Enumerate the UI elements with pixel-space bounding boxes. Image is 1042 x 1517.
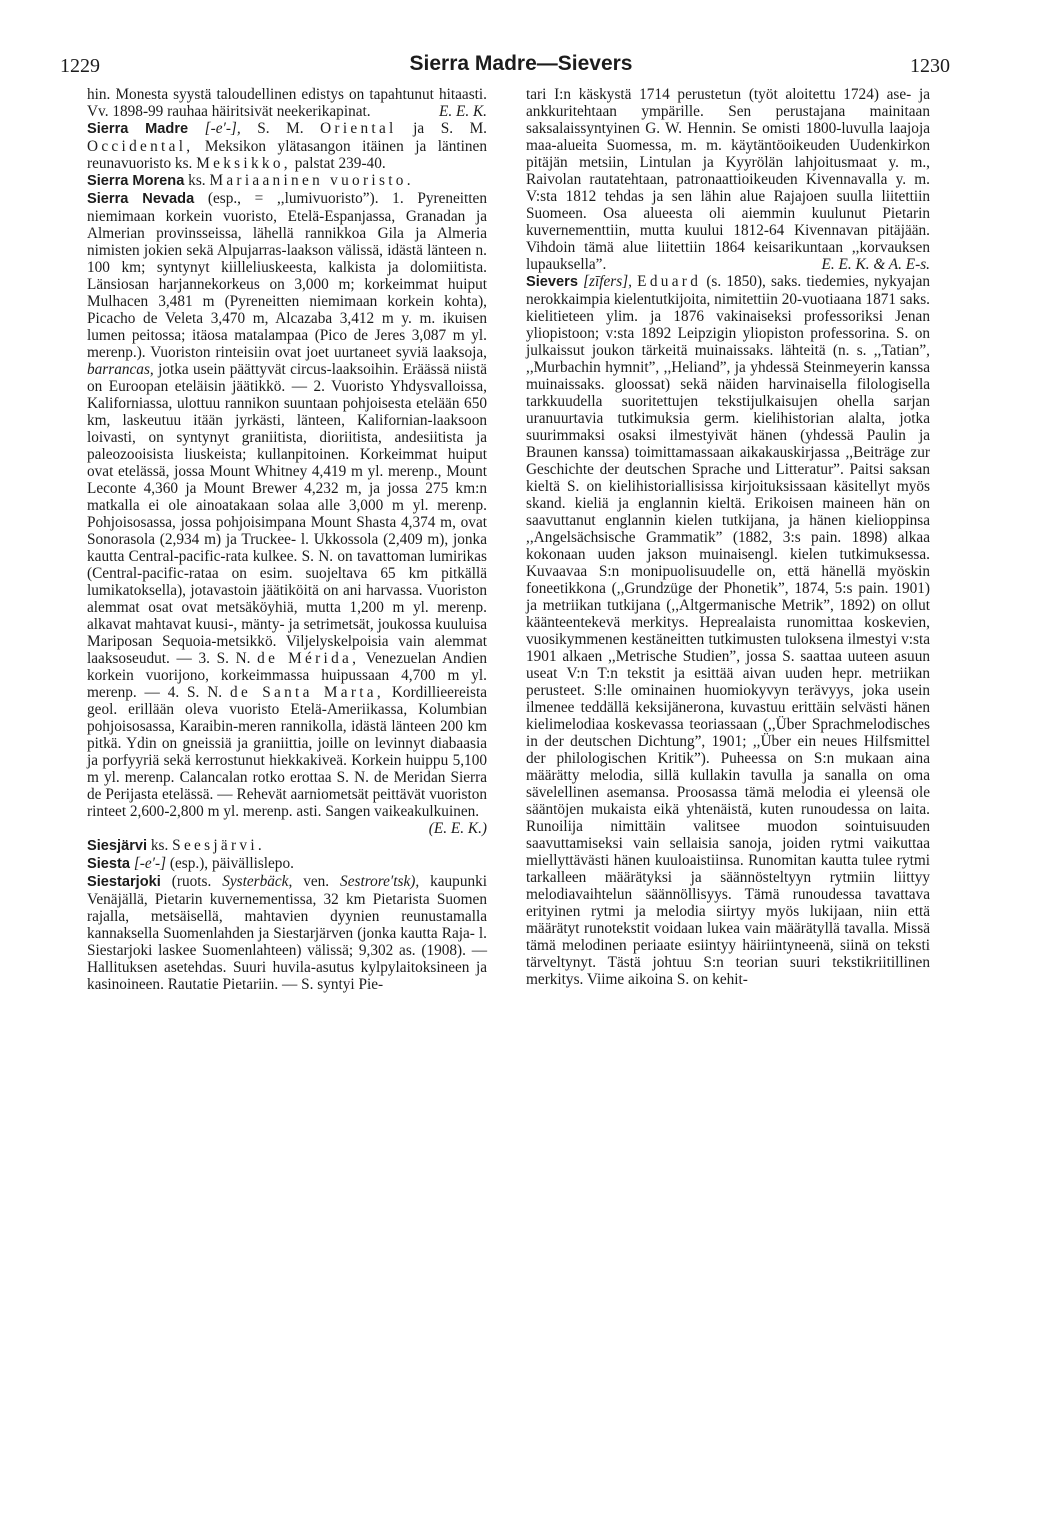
author-signature: (E. E. K.): [428, 820, 487, 837]
entry-sierra-madre: Sierra Madre [-e′-], S. M. Oriental ja S. M. Occidental, Meksikon ylätasangon itäinen ja läntinen reunavuoristo ks. Meksikko, palstat 239-40.: [87, 120, 487, 172]
entry-sierra-nevada: Sierra Nevada (esp., = ,,lumivuoristo”). 1. Pyreneitten niemimaan korkein vuoristo, Etelä-Espanjassa, Granadan ja Almerian provinsseissa, lähellä rannikkoa Gila ja Almeria nimisten jokien sekä Alpujarras-laakson välissä, idästä länteen n. 100 km; syntynyt kiilleliuskeesta, kalkista ja dolomiitista. Länsiosan harjannekorkeus on 3,000 m; korkeimmat huiput Mulhacen 3,481 m (Pyreneitten niemimaan korkein kohta), Picacho de Veleta 3,470 m, Alcazaba 3,412 m y. m. ikuisen lumen peitossa; itäosa matalampaa (Pico de Jeres 3,087 m yl. merenp.). Vuoriston rinteisiin ovat joet uurtaneet syviä laaksoja, barrancas, jotka usein päättyvät circus-laaksoihin. Eräässä niistä on Euroopan eteläisin jäätikkö. — 2. Vuoristo Yhdysvalloissa, Kaliforniassa, ulottuu rannikon suuntaan pohjoisesta etelään 650 km, laskeutuu itään jyrkästi, länteen, Kalifornian-laaksoon loivasti, on syntynyt graniitista, dioriitista, andesiitista ja paleozooisista liuskeista; kullanpitoinen. Korkeimmat huiput ovat etelässä, jossa Mount Whitney 4,419 m yl. merenp., Mount Leconte 4,360 ja Mount Brewer 4,232 m, ja jossa 275 km:n matkalla ei ole ainoatakaan solaa alle 3,000 m yl. merenp. Pohjoisosassa, jossa pohjoisimpana Mount Shasta 4,374 m, ovat Sonorasola (2,934 m) ja Truckee- l. Ukkossola (2,409 m), jonka kautta Central-pacific-rata kulkee. S. N. on tavattoman lumirikas (Central-pacific-rataa on esim. suojeltava 65 km pitkällä lumikatoksella), jotavastoin jäätiköitä on ani harvassa. Vuoriston alemmat osat ovat metsäköyhiä, mutta 1,200 m yl. merenp. alkavat mahtavat kuusi-, mänty- ja setrimetsät, joukossa kuuluisa Mariposan Sequoia-metsikkö. Viljelyskelpoisia vain alemmat laaksoseudut. — 3. S. N. de Mérida, Venezuelan Andien korkein vuorijono, korkeimmassa huipussaan 4,700 m yl. merenp. — 4. S. N. de Santa Marta, Kordillieereista geol. erillään oleva vuoristo Etelä-Ameriikassa, Kolumbian pohjoisosassa, Karaibin-meren rannikolla, idästä länteen 200 km pitkä. Ydin on gneissiä ja graniittia, joille on levinnyt diabaasia ja porfyyriä sekä kerrostunut hiekkakiveä. Korkein huippu 5,100 m yl. merenp. Calancalan rotko erottaa S. N. de Meridan Sierra de Perijasta etelässä. — Rehevät aarniometsät peittävät vuoriston rinteet 2,600-2,800 m yl. merenp. asti. Sangen vaikeakulkuinen. (E. E. K.): [87, 190, 488, 837]
author-signature: E. E. K. & A. E-s.: [821, 256, 930, 273]
page-header: [0, 0, 1042, 80]
right-column: [526, 86, 930, 988]
entry-continuation: tari I:n käskystä 1714 perustetun (työt aloitettu 1724) ase- ja ankkuritehtaan ympärille. Sen perustajana mainitaan saksalaissyntyinen G. W. Hennin. Se omisti 1800-luvulla laajoja maa-alueita Suomessa, m. m. käytäntöoikeuden Uudenkirkon pitäjän metsiin, Lintulan ja Kyyrölän lahjoitusmaat y. m., Raivolan rautatehtaan, patronaattioikeuden Kivennavalla y. m. V:sta 1812 tehdas ja sen lähin alue Rajajoen suulla liitettiin Suomeen. Osa alueesta oli aiemmin kuulunut Pietarin kuvernementtiin, mutta kuului 1812-64 Kivennavan pitäjään. Vihdoin tämä alue liitettiin 1864 keisarikuntaan ,,korvauksen lupauksella”. E. E. K. & A. E-s.: [526, 86, 930, 273]
entry-term: Sievers: [526, 274, 578, 290]
left-column: [87, 86, 487, 993]
running-title: Sierra Madre—Sievers: [409, 52, 633, 75]
entry-siesjarvi: Siesjärvi ks. Seesjärvi.: [87, 837, 266, 854]
entry-term: Sierra Madre: [87, 121, 189, 137]
entry-term: Siesta: [87, 856, 130, 872]
page-number-left: 1229: [60, 55, 100, 77]
entry-term: Siestarjoki: [87, 874, 161, 890]
entry-continuation: hin. Monesta syystä taloudellinen edistys on tapahtunut hitaasti. Vv. 1898-99 rauhaa häiritsivät neekerikapinat. E. E. K.: [87, 86, 487, 120]
author-signature: E. E. K.: [438, 103, 487, 120]
page-number-right: 1230: [910, 55, 950, 77]
entry-term: Siesjärvi: [87, 838, 148, 854]
entry-sievers: Sievers [zīfers], Eduard (s. 1850), saks. tiedemies, nykyajan nerokkaimpia kielentutkijoita, nimitettiin 20-vuotiaana 1871 saks. kielitieteen ylim. ja 1876 vakinaiseksi professoriksi Jenan yliopistoon; v:sta 1892 Leipzigin yliopiston professorina. S. on julkaissut joukon tärkeitä muinaissaks. lähteitä (n. s. ,,Tatian”, ,,Murbachin hymnit”, ,,Heliand”, ja yhdessä Steinmeyerin kanssa muinaissaks. gloossat) sekä näiden harvinaisella filologisella tarkkuudella suoritettujen tekstijulkaisujen ohella sarjan uranuurtavia tutkimuksia germ. kielihistorian alalta, jotka suurimmaksi osaksi ilmestyivät hänen (yhdessä Paulin ja Braunen kanssa) toimittamassaan aikakauskirjassa ,,Beiträge zur Geschichte der deutschen Sprache und Litteratur”. Paitsi saksan kieltä S. on kielihistoriallisissa kirjoituksissaan käsitellyt myös skand. kieliä ja englannin kieltä. Erikoisen maineen hän on saavuttanut englannin kielen tutkijana, ja hänen kielioppinsa ,,Angelsächsische Grammatik” (1882, 3:s pain. 1898) alkaa kokonaan uuden jakson muinaisengl. kielen tutkimuksessa. Kuvaavaa S:n monipuolisuudelle on, että hänellä myöskin foneetikkona (,,Grundzüge der Phonetik”, 1874, 5:s pain. 1901) ja metriikan tutkijana (,,Altgermanische Metrik”, 1892) on ollut käänteentekevä merkitys. Heprealaista runomittaa koskevien, vuosikymmenen kestäneitten tutkimusten tuloksena ilmestyi v:sta 1901 alkaen ,,Metrische Studien”, jossa S. saattaa uuteen asuun useat V:n T:n tekstit ja esittää aivan uuden hepr. metriikan perusteet. S:lle ominainen huomiokyvyn terävyys, joka usein ilmenee teddällä keksijänerona, kuvastuu erittäin selvästi hänen kielimelodiaa koskevassa teoriassaan (,,Über Sprachmelodisches in der deutschen Dichtung”, 1901; ,,Über ein neues Hilfsmittel der philologischen Kritik”). Puheessa on S:n mukaan aina määrätty melodia, sillä kullakin tavulla ja sanalla on oma sävelellinen asemansa. Proosassa tämä melodia ei yleensä ole sääntöjen mukaista eikä yhtenäistä, kuten runoudessa on laita. Runoilija nimittäin valitsee muodon sointuisuuden saavuttamiseksi vain sellaisia sanoja, joiden rytmi vaikuttaa miellyttävästi hänen kuuloaistiinsa. Runomitan kautta tulee rytmi tarkalleen määrätyksi ja säännösteltyyn rytmiin liittyy melodiavaihtelun säännöllisyys. Tämä runoudessa tavattava erityinen rytmi ja melodia siirtyy myös lukijaan, niin että määrätyt runotekstit voidaan lukea vain määrätyllä tavalla. Missä tämä melodinen periaate esiintyy häiriintyneenä, siinä on teksti tärveltynyt. Tästä johtuu S:n teorian suuri tekstikriitillinen merkitys. Viime aikoina S. on kehit-: [526, 273, 931, 988]
entry-sierra-morena: Sierra Morena ks. Mariaaninen vuoristo.: [87, 172, 414, 189]
entry-term: Sierra Morena: [87, 173, 185, 189]
entry-siesta: Siesta [-e′-] (esp.), päivällislepo.: [87, 855, 294, 872]
entry-siestarjoki: Siestarjoki (ruots. Systerbäck, ven. Sestrore′tsk), kaupunki Venäjällä, Pietarin kuvernementissa, 32 km Pietarista Suomen rajalla, metsäisellä, mahtavien dyynien reunustamalla kannaksella Suomenlahden ja Siestarjärven (jonka kautta Raja- l. Siestarjoki laskee Suomenlahteen) välissä; 9,302 as. (1908). — Hallituksen asetehdas. Suuri huvila-asutus kylpylaitoksineen ja kasinoineen. Rautatie Pietariin. — S. syntyi Pie-: [87, 873, 488, 993]
entry-term: Sierra Nevada: [87, 191, 195, 207]
